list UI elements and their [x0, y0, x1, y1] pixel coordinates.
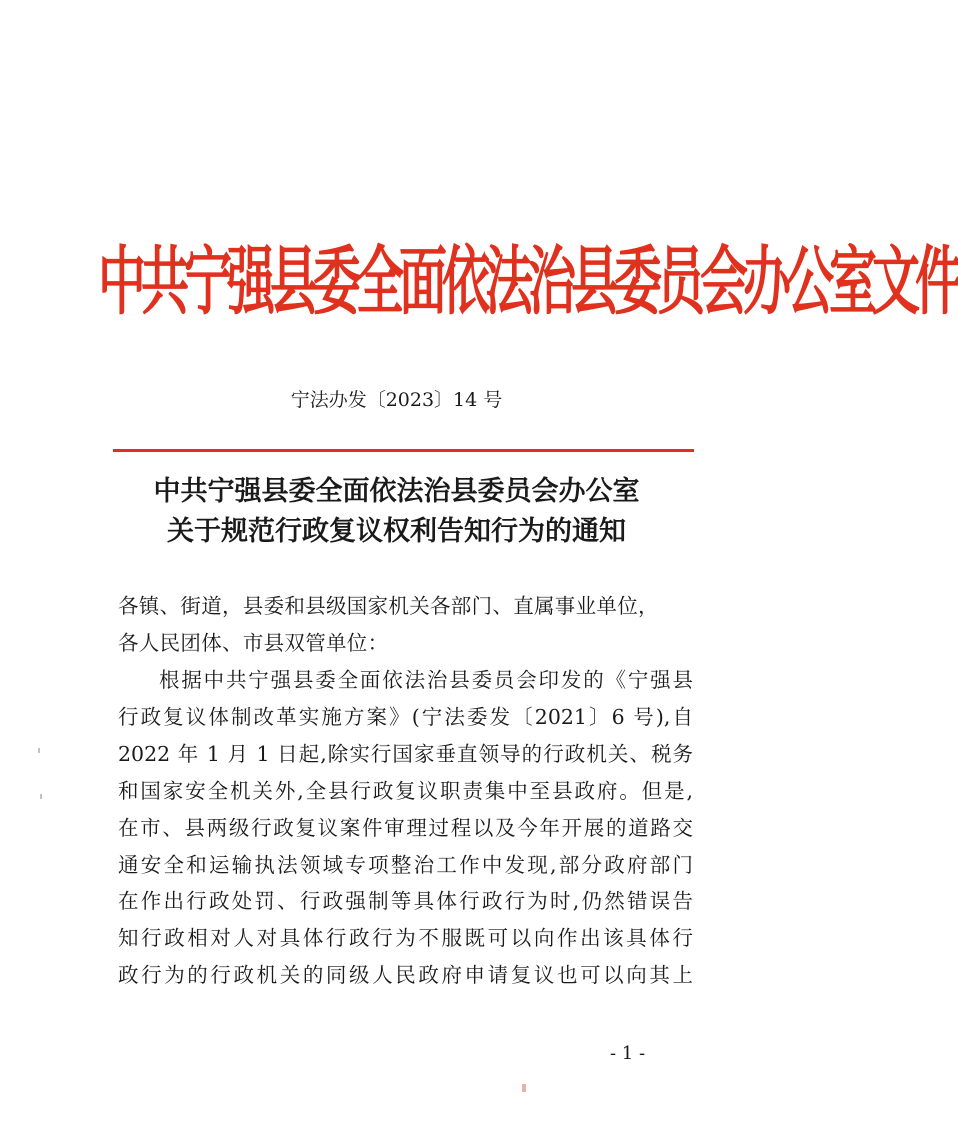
subject-line-1: 中共宁强县委全面依法治县委员会办公室: [153, 476, 640, 507]
body-line: 和国家安全机关外,全县行政复议职责集中至县政府。但是,: [118, 778, 693, 803]
body-line: 根据中共宁强县委全面依法治县委员会印发的《宁强县: [159, 668, 693, 692]
body-line: 2022 年 1 月 1 日起,除实行国家垂直领导的行政机关、税务: [118, 741, 693, 766]
body-line: 在作出行政处罚、行政强制等具体行政行为时,仍然错误告: [118, 889, 693, 914]
subject-line-2: 关于规范行政复议权利告知行为的通知: [167, 516, 626, 547]
document-subject: [0, 472, 793, 552]
body-line: 知行政相对人对具体行政行为不服既可以向作出该具体行: [118, 926, 693, 951]
addressee-line-1: 各镇、街道，县委和县级国家机关各部门、直属事业单位，: [118, 594, 659, 618]
red-separator-line: [113, 449, 694, 452]
body-line: 行政复议体制改革实施方案》(宁法委发〔2021〕6 号),自: [118, 704, 693, 729]
body-line: 通安全和运输执法领域专项整治工作中发现,部分政府部门: [118, 852, 693, 877]
scan-speck: [38, 748, 40, 753]
scan-speck: [522, 1084, 526, 1092]
body-paragraph: [118, 662, 693, 994]
scan-speck: [40, 794, 42, 799]
document-number: 宁法办发〔2023〕14 号: [290, 389, 503, 411]
page-number: - 1 -: [610, 1043, 646, 1064]
body-line: 在市、县两级行政复议案件审理过程以及今年开展的道路交: [118, 815, 693, 840]
addressee-line-2: 各人民团体、市县双管单位：: [118, 630, 389, 655]
body-line: 政行为的行政机关的同级人民政府申请复议也可以向其上: [118, 963, 693, 988]
issuer-red-header: 中共宁强县委全面依法治县委员会办公室文件: [98, 238, 958, 326]
addressee-block: [118, 588, 688, 661]
